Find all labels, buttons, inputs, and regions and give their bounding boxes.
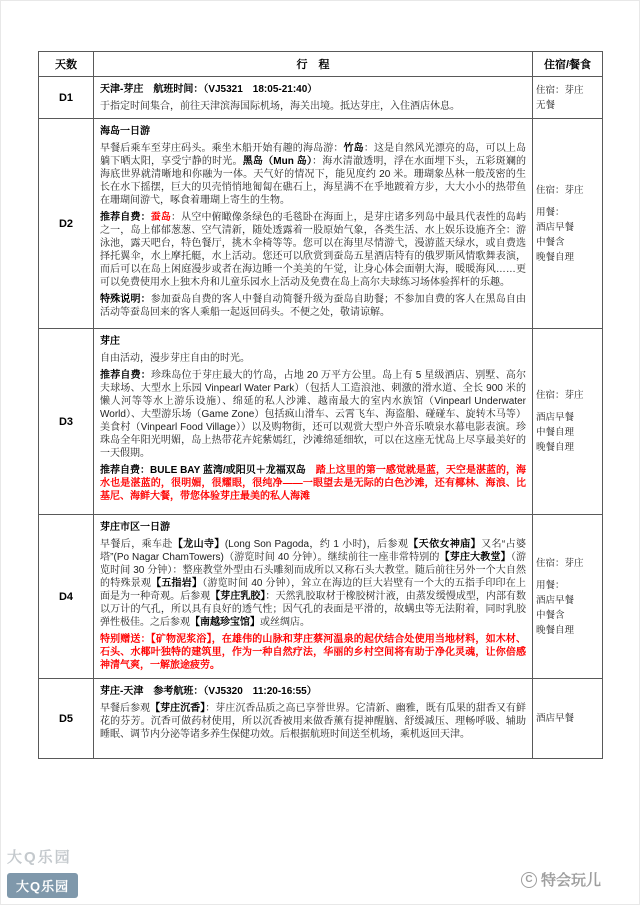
text-segment: 海岛一日游 <box>100 126 150 137</box>
text-segment: 特殊说明： <box>100 294 151 305</box>
itinerary-paragraph <box>100 369 526 460</box>
itinerary-paragraph <box>100 352 526 365</box>
copyright-icon: C <box>521 872 537 888</box>
text-segment: 于指定时间集合，前往天津滨海国际机场，海关出境。抵达芽庄，入住酒店休息。 <box>100 101 460 112</box>
credit <box>521 869 601 890</box>
itinerary-paragraph <box>100 633 526 672</box>
meta-line: 住宿：芽庄 <box>536 557 584 569</box>
text-segment: （游览时间 40 分钟），耸立在海边的巨大岩壁有一个大的五指手印印在上面是为一种奇观。后参观 <box>100 578 526 602</box>
header-lodging-meals: 住宿/餐食 <box>533 52 603 77</box>
text-segment: 推荐自费：BULE BAY 蓝湾/或阳贝＋龙福双岛 <box>100 465 316 476</box>
watermark-logos <box>7 846 78 898</box>
text-segment: 【芽庄大教堂】 <box>439 552 511 563</box>
itinerary-paragraph <box>100 464 526 503</box>
itinerary-row-D2 <box>39 119 603 329</box>
itinerary-paragraph <box>100 211 526 289</box>
text-segment: 早餐后乘车至芽庄码头。乘坐木船开始有趣的海岛游： <box>100 143 344 154</box>
meta-group <box>536 711 599 726</box>
lodging-meals-cell <box>533 679 603 759</box>
meta-line: 晚餐自理 <box>536 442 575 453</box>
lodging-meals-cell <box>533 77 603 119</box>
day-label: D4 <box>39 515 94 679</box>
itinerary-paragraph <box>100 702 526 741</box>
text-segment: 【芽庄乳胶】 <box>210 591 266 602</box>
meta-line: 住宿：芽庄 <box>536 184 584 196</box>
meta-line: 中餐自理 <box>536 427 575 438</box>
itinerary-row-D5 <box>39 679 603 759</box>
day-label: D2 <box>39 119 94 329</box>
header-day: 天数 <box>39 52 94 77</box>
text-segment: 又名“占婆塔”(Po Nagar ChamTowers)（游览时间 40 分钟）。继续前往一座非常特别的 <box>100 539 527 563</box>
meta-group <box>536 556 599 571</box>
itinerary-table <box>38 51 603 759</box>
text-segment: 芽庄市区一日游 <box>100 522 170 533</box>
itinerary-paragraph <box>100 100 526 113</box>
meta-group <box>536 83 599 113</box>
text-segment: 【五指岩】 <box>151 578 203 589</box>
text-segment: 踏上这里的第一感觉就是蓝，天空是湛蓝的，海水也是湛蓝的，很明媚，很耀眼，很纯净——一眼望去是无际的白色沙滩，还有椰林、海浪、比基尼、海鲜大餐，带您体验芽庄最美的私人海滩 <box>100 465 526 502</box>
text-segment: 竹岛 <box>343 143 364 154</box>
day-label: D5 <box>39 679 94 759</box>
text-segment: 自由活动，漫步芽庄自由的时光。 <box>100 353 250 364</box>
day-label: D3 <box>39 329 94 515</box>
itinerary-paragraph <box>100 293 526 319</box>
credit-text: 特会玩儿 <box>540 872 601 889</box>
meta-line: 中餐含 <box>536 609 565 621</box>
text-segment: ：天然乳胶取材于橡胶树汁液，由蒸发缓慢成型，内部有数以万计的气孔，所以具有良好的透气性；因气孔的表面是平滑的，故螨虫等无法附着，同时乳胶弹性极佳。之后参观 <box>100 591 527 628</box>
text-segment: 【龙山寺】 <box>172 539 225 550</box>
meta-line: 中餐含 <box>536 236 565 248</box>
text-segment: 【芽庄沉香】 <box>150 703 206 714</box>
lodging-meals-cell <box>533 515 603 679</box>
meta-line: 酒店早餐 <box>536 221 575 233</box>
meta-line: 用餐： <box>536 206 565 218</box>
text-segment: 早餐后，乘车赴 <box>100 539 173 550</box>
text-segment: 参加蚕岛自费的客人中餐自动简餐升级为蚕岛自助餐；不参加自费的客人在黑岛自由活动等蚕岛回来的客人乘船一起返回码头。不便之处，敬请谅解。 <box>100 294 527 318</box>
itinerary-row-D4 <box>39 515 603 679</box>
itinerary-paragraph <box>100 125 526 138</box>
itinerary-content <box>94 329 533 515</box>
text-segment: ：从空中俯瞰像条绿色的毛毯卧在海面上，是芽庄诸多列岛中最具代表性的岛屿之一，岛上郁郁葱葱、空气清新，随处透露着一股原始气象，各类生活、水上娱乐设施齐全：游泳池，露天吧台，特色餐厅，挑木伞椅等等。您可以在海里尽情游弋，漫游蓝天绿水，或自费选择托翼伞，水上摩托艇，水上活动。您还可以欣赏到蚕岛五星酒店特有的俄罗斯风情歌舞表演，而后可以在岛上闲庭漫步或者在海边睡一个美美的午觉，让身心体会面朝大海，暖暖海风……更可以免费使用水上独木舟和儿童乐园水上活动及免费在岛上高尔夫球练习场体验挥杆的乐趣。 <box>100 212 527 288</box>
meta-line: 晚餐自理 <box>536 251 575 263</box>
itinerary-content <box>94 679 533 759</box>
lodging-meals-cell <box>533 119 603 329</box>
text-segment: 芽庄 <box>100 336 120 347</box>
text-segment: 天津-芽庄 航班时间：（VJ5321 18:05-21:40） <box>100 84 318 95</box>
text-segment: 珍珠岛位于芽庄最大的竹岛，占地 20 万平方公里。岛上有 5 星级酒店、别墅、高尔夫球场、大型水上乐园 Vinpearl Water Park）（包括人工造浪池、刺激的滑水道、全长 900 米的懒人河等等水上游乐设施）、绵延的私人沙滩、越南最大的室内水族馆（Vinpearl Underwater World）、大型游乐场（Game Zone）包括疯山滑车、云霄飞车、海盗船、碰碰车、旋转木马等）美食村（Vinpearl Food Village））以及购物街，还可以观赏大型户外音乐喷泉水幕电影表演。珍珠岛全年阳光明媚，岛上热带花卉姹紫嫣红，沙滩绵延细软，可以在这座无忧岛上尽享最美好的一天假期。 <box>100 370 526 459</box>
meta-group <box>536 578 599 638</box>
itinerary-row-D3 <box>39 329 603 515</box>
table-header <box>39 52 603 77</box>
text-segment: （游览时间 30 分钟）：整座教堂外型由石头雕刻而成所以又称石头大教堂。随后前往另外一个大自然的特殊景观 <box>100 552 527 589</box>
text-segment: ，在雄伟的山脉和芽庄蔡河温泉的起伏结合处使用当地材料，如木材、石头、水椰叶独特的建筑里，作为一种自然疗法，华丽的乡村空间将有助于净化灵魂，让你倍感神清气爽，一解旅途疲劳。 <box>100 634 527 671</box>
itinerary-row-D1 <box>39 77 603 119</box>
text-segment: 芽庄-天津 参考航班：（VJ5320 11:20-16:55） <box>100 686 317 697</box>
meta-line: 酒店早餐 <box>536 713 575 724</box>
header-itinerary: 行 程 <box>94 52 533 77</box>
lodging-meals-cell <box>533 329 603 515</box>
meta-line: 住宿：芽庄 <box>536 390 584 401</box>
itinerary-body <box>39 77 603 759</box>
meta-group <box>536 205 599 265</box>
itinerary-paragraph <box>100 521 526 534</box>
watermark-logo-blue: 大Q乐园 <box>7 873 78 898</box>
meta-group <box>536 410 599 455</box>
itinerary-content <box>94 515 533 679</box>
meta-line: 酒店早餐 <box>536 412 575 423</box>
meta-line: 酒店早餐 <box>536 594 575 606</box>
text-segment: 特别赠送：【矿物泥浆浴】 <box>100 634 212 645</box>
text-segment: 【天依女神庙】 <box>408 539 482 550</box>
text-segment: 【南越珍宝馆】 <box>190 617 260 628</box>
meta-line: 无餐 <box>536 99 556 111</box>
text-segment: 推荐自费： <box>100 212 151 223</box>
meta-line: 用餐： <box>536 579 565 591</box>
itinerary-paragraph <box>100 335 526 348</box>
text-segment: 蚕岛 <box>150 212 172 223</box>
text-segment: 黑岛（Mun 岛） <box>242 156 313 167</box>
itinerary-paragraph <box>100 142 526 207</box>
meta-line: 住宿：芽庄 <box>536 84 584 96</box>
itinerary-content <box>94 119 533 329</box>
itinerary-paragraph <box>100 83 526 96</box>
watermark-logo-grey: 大Q乐园 <box>7 849 72 866</box>
meta-line: 晚餐自理 <box>536 624 575 636</box>
meta-group <box>536 388 599 403</box>
meta-group <box>536 183 599 198</box>
text-segment: 早餐后参观 <box>100 703 151 714</box>
text-segment: (Long Son Pagoda，约 1 小时)，后参观 <box>224 539 409 550</box>
text-segment: 或丝绸店。 <box>260 617 310 628</box>
itinerary-content <box>94 77 533 119</box>
day-label: D1 <box>39 77 94 119</box>
itinerary-paragraph <box>100 538 526 629</box>
itinerary-paragraph <box>100 685 526 698</box>
text-segment: ：这是自然风光漂亮的岛，可以上岛躺下晒太阳，享受宁静的时光。 <box>100 143 527 167</box>
text-segment: 推荐自费： <box>100 370 151 381</box>
text-segment: ：海水清澈透明，浮在水面埋下头，五彩斑斓的海底世界就清晰地和你融为一体。天气好的情况下，能见度约 20 米。珊瑚象丛林一般茂密的生长在水下摇摆，巨大的贝壳悄悄地匍匐在礁石上，海星满不在乎地踱着方步，大大小小的热带鱼在珊瑚间游弋，啄食着珊瑚上寄生的生物。 <box>100 156 527 206</box>
text-segment: ：芽庄沉香品质之高已享誉世界。它清新、幽雅，既有瓜果的甜香又有鲜花的芬芳。沉香可做药材使用，所以沉香被用来做香薰有提神醒脑、舒缓减压、理畅呼吸、辅助睡眠、调节内分泌等诸多养生保健功效。后根据航班时间送至机场，乘机返回天津。 <box>100 703 527 740</box>
